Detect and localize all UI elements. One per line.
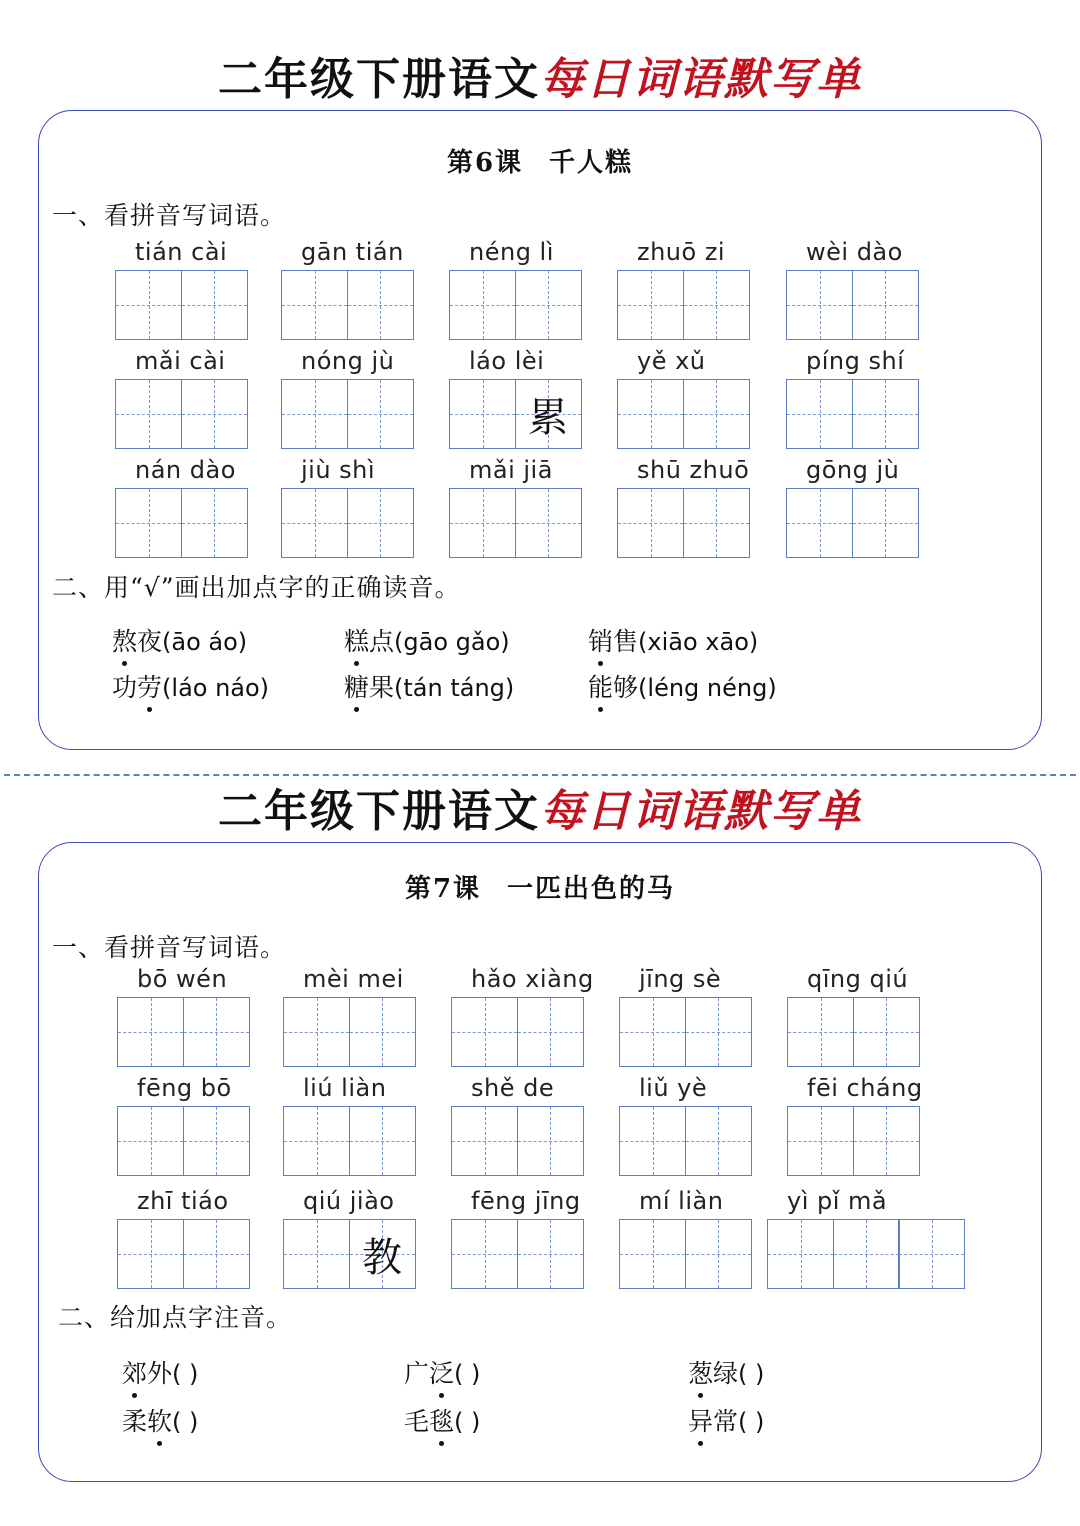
writing-grid [617,488,750,558]
tianzige-cell[interactable] [515,270,582,340]
cell-hint-char [450,489,515,557]
pinyin-label: nán dào [135,456,236,484]
title-black-text: 二年级下册语文 [218,54,540,105]
pinyin-label: fēng jīng [471,1187,581,1215]
writing-grid [617,379,750,449]
question-char: 糖 [344,668,369,704]
cell-hint-char [518,1107,583,1175]
pinyin-label: wèi dào [806,238,903,266]
tianzige-cell[interactable] [451,1106,518,1176]
lesson-number: 第6课 [446,148,524,178]
pinyin-label: bō wén [137,965,228,993]
writing-grid [619,1219,752,1289]
tianzige-cell[interactable] [347,270,414,340]
page-divider [4,774,1076,776]
question-char: 广 [404,1359,430,1388]
cell-hint-char [348,489,413,557]
writing-grid [451,997,584,1067]
tianzige-cell[interactable] [181,379,248,449]
question-char: 毛 [404,1407,430,1436]
cell-hint-char [452,998,517,1066]
title-black-text: 二年级下册语文 [218,786,540,837]
reading-options[interactable]: (láo náo) [162,674,270,702]
pinyin-label: liú liàn [303,1074,387,1102]
cell-hint-char [182,380,247,448]
tianzige-cell[interactable] [517,997,584,1067]
worksheet-title [0,54,1080,105]
cell-hint-char [620,1220,685,1288]
writing-grid [617,270,750,340]
reading-options[interactable]: ( ) [738,1360,765,1388]
tianzige-cell[interactable] [683,379,750,449]
tianzige-cell[interactable] [683,488,750,558]
tianzige-cell[interactable] [683,270,750,340]
tianzige-cell[interactable] [117,1106,184,1176]
cell-hint-char [618,489,683,557]
cell-hint-char [116,380,181,448]
cell-hint-char [284,998,349,1066]
cell-hint-char [282,489,347,557]
writing-grid [451,1219,584,1289]
question-char: 够 [613,673,639,702]
tianzige-cell[interactable] [451,1219,518,1289]
cell-hint-char [184,1220,249,1288]
title-red-text: 每日词语默写单 [540,786,862,837]
cell-hint-char [282,380,347,448]
writing-grid [117,1106,250,1176]
tianzige-cell[interactable] [283,1106,350,1176]
pinyin-label: shě de [471,1074,555,1102]
lesson-name: 一匹出色的马 [507,874,676,904]
pinyin-label: mí liàn [639,1187,724,1215]
cell-hint-char [516,489,581,557]
tianzige-cell[interactable] [115,270,182,340]
cell-hint-char [518,998,583,1066]
cell-hint-char [618,380,683,448]
tianzige-cell[interactable] [767,1219,834,1289]
cell-hint-char [788,998,853,1066]
reading-question[interactable] [404,1354,480,1390]
tianzige-cell[interactable] [515,488,582,558]
tianzige-cell[interactable] [619,1106,686,1176]
pinyin-label: píng shí [806,347,905,375]
tianzige-cell[interactable] [281,379,348,449]
cell-hint-char [684,271,749,339]
cell-hint-char [899,1220,964,1288]
pinyin-label: jīng sè [639,965,722,993]
tianzige-cell[interactable] [517,1106,584,1176]
cell-hint-char [834,1220,899,1288]
tianzige-cell[interactable] [685,997,752,1067]
question-char: 软 [147,1402,172,1438]
section-write-words: 一、看拼音写词语。 [52,201,287,230]
pinyin-label: hǎo xiàng [471,965,594,993]
cell-hint-char [684,380,749,448]
tianzige-cell[interactable] [786,379,853,449]
lesson-heading [0,142,1080,179]
tianzige-cell[interactable] [853,1106,920,1176]
cell-hint-char [350,1107,415,1175]
writing-grid [283,1219,416,1289]
reading-options[interactable]: (xiāo xāo) [638,628,759,656]
cell-hint-char: 教 [362,1234,402,1281]
tianzige-cell[interactable] [449,379,516,449]
tianzige-cell[interactable] [898,1219,965,1289]
pinyin-label: yì pǐ mǎ [787,1187,888,1215]
question-char: 劳 [137,668,162,704]
cell-hint-char [182,271,247,339]
tianzige-cell[interactable] [786,270,853,340]
writing-grid [619,1106,752,1176]
question-char: 毯 [429,1402,454,1438]
pinyin-label: néng lì [469,238,554,266]
cell-hint-char [450,271,515,339]
question-char: 常 [713,1407,739,1436]
question-char: 功 [112,673,138,702]
cell-hint-char [853,380,918,448]
tianzige-cell[interactable] [619,997,686,1067]
reading-question[interactable] [688,1354,764,1390]
cell-hint-char [853,489,918,557]
tianzige-cell[interactable] [117,997,184,1067]
question-char: 售 [613,627,639,656]
writing-grid [115,270,248,340]
pinyin-label: gōng jù [806,456,900,484]
reading-options[interactable]: (āo áo) [162,628,248,656]
lesson-number: 第7课 [404,874,482,904]
pinyin-label: mǎi cài [135,347,226,375]
tianzige-cell[interactable] [619,1219,686,1289]
cell-hint-char [787,489,852,557]
writing-grid [786,379,919,449]
reading-question[interactable] [688,1402,764,1438]
tianzige-cell[interactable] [281,270,348,340]
writing-grid [115,379,248,449]
tianzige-cell[interactable] [852,379,919,449]
writing-grid [787,1106,920,1176]
writing-grid [281,488,414,558]
cell-hint-char [116,271,181,339]
writing-grid [117,997,250,1067]
cell-hint-char [350,998,415,1066]
writing-grid [449,379,582,449]
reading-options[interactable]: ( ) [738,1408,765,1436]
tianzige-cell[interactable] [115,488,182,558]
tianzige-cell[interactable] [183,1106,250,1176]
question-char: 郊 [122,1354,147,1390]
question-char: 销 [588,622,613,658]
tianzige-cell[interactable] [347,488,414,558]
title-red-text: 每日词语默写单 [540,54,862,105]
section-choose-reading: 二、用“√”画出加点字的正确读音。 [52,573,461,602]
tianzige-cell[interactable] [617,270,684,340]
cell-hint-char [620,998,685,1066]
cell-hint-char [284,1107,349,1175]
tianzige-cell[interactable] [349,997,416,1067]
pinyin-label: mǎi jiā [469,456,553,484]
tianzige-cell[interactable] [283,1219,350,1289]
tianzige-cell[interactable] [685,1106,752,1176]
tianzige-cell[interactable] [349,1106,416,1176]
worksheet-title [0,786,1080,837]
cell-hint-char [787,271,852,339]
writing-grid [449,488,582,558]
question-char: 点 [369,627,395,656]
cell-hint-char [518,1220,583,1288]
cell-hint-char [516,271,581,339]
question-char: 柔 [122,1407,148,1436]
pinyin-label: yě xǔ [637,347,706,375]
writing-grid [786,270,919,340]
tianzige-cell[interactable] [283,997,350,1067]
question-char: 能 [588,668,613,704]
tianzige-cell[interactable] [449,270,516,340]
tianzige-cell[interactable] [787,997,854,1067]
reading-options[interactable]: ( ) [172,1408,199,1436]
reading-options[interactable]: (gāo gǎo) [394,628,510,656]
tianzige-cell[interactable] [117,1219,184,1289]
cell-hint-char [118,1107,183,1175]
reading-question[interactable] [344,622,510,658]
writing-grid [786,488,919,558]
cell-hint-char: 累 [528,394,568,441]
tianzige-cell[interactable] [517,1219,584,1289]
reading-question[interactable] [122,1402,198,1438]
cell-hint-char [768,1220,833,1288]
pinyin-label: gān tián [301,238,404,266]
tianzige-cell[interactable] [685,1219,752,1289]
writing-grid [115,488,248,558]
reading-question[interactable] [112,668,269,704]
tianzige-cell[interactable] [786,488,853,558]
pinyin-label: fēi cháng [807,1074,923,1102]
question-char: 果 [369,673,395,702]
tianzige-cell[interactable] [349,1219,416,1289]
pinyin-label: shū zhuō [637,456,750,484]
writing-grid [619,997,752,1067]
tianzige-cell[interactable] [617,488,684,558]
reading-question[interactable] [112,622,247,658]
writing-grid [281,379,414,449]
tianzige-cell[interactable] [181,488,248,558]
writing-grid [767,1219,965,1289]
question-char: 绿 [713,1359,739,1388]
cell-hint-char [686,1107,751,1175]
cell-hint-char [184,998,249,1066]
lesson-heading [0,868,1080,905]
tianzige-cell[interactable] [115,379,182,449]
pinyin-label: jiù shì [301,456,376,484]
question-char: 泛 [429,1354,454,1390]
cell-hint-char [686,1220,751,1288]
pinyin-label: qiú jiào [303,1187,395,1215]
cell-hint-char [684,489,749,557]
writing-grid [283,997,416,1067]
cell-hint-char [116,489,181,557]
tianzige-cell[interactable] [515,379,582,449]
tianzige-cell[interactable] [787,1106,854,1176]
cell-hint-char [182,489,247,557]
reading-question[interactable] [588,622,758,658]
reading-question[interactable] [344,668,514,704]
cell-hint-char [854,1107,919,1175]
tianzige-cell[interactable] [281,488,348,558]
section-write-words: 一、看拼音写词语。 [52,933,287,962]
cell-hint-char [184,1107,249,1175]
tianzige-cell[interactable] [449,488,516,558]
reading-options[interactable]: ( ) [172,1360,199,1388]
cell-hint-char [787,380,852,448]
pinyin-label: nóng jù [301,347,395,375]
writing-grid [787,997,920,1067]
writing-grid [451,1106,584,1176]
tianzige-cell[interactable] [183,1219,250,1289]
reading-question[interactable] [588,668,777,704]
cell-hint-char [284,1220,349,1288]
pinyin-label: zhuō zi [637,238,726,266]
cell-hint-char [618,271,683,339]
cell-hint-char [854,998,919,1066]
reading-options[interactable]: ( ) [454,1360,481,1388]
tianzige-cell[interactable] [617,379,684,449]
writing-grid [117,1219,250,1289]
cell-hint-char [118,998,183,1066]
cell-hint-char [452,1107,517,1175]
writing-grid [281,270,414,340]
tianzige-cell[interactable] [852,270,919,340]
tianzige-cell[interactable] [347,379,414,449]
cell-hint-char [686,998,751,1066]
question-char: 熬 [112,622,137,658]
writing-grid [449,270,582,340]
cell-hint-char [853,271,918,339]
cell-hint-char [450,380,515,448]
pinyin-label: láo lèi [469,347,545,375]
pinyin-label: zhī tiáo [137,1187,229,1215]
reading-options[interactable]: ( ) [454,1408,481,1436]
reading-question[interactable] [404,1402,480,1438]
question-char: 异 [688,1402,713,1438]
section-add-pinyin: 二、给加点字注音。 [58,1303,293,1332]
cell-hint-char [282,271,347,339]
reading-question[interactable] [122,1354,198,1390]
pinyin-label: qīng qiú [807,965,909,993]
question-char: 外 [147,1359,173,1388]
cell-hint-char [620,1107,685,1175]
cell-hint-char [348,380,413,448]
pinyin-label: fēng bō [137,1074,232,1102]
cell-hint-char [118,1220,183,1288]
question-char: 夜 [137,627,163,656]
tianzige-cell[interactable] [451,997,518,1067]
writing-grid [283,1106,416,1176]
reading-options[interactable]: (tán táng) [394,674,515,702]
lesson-name: 千人糕 [549,148,634,178]
tianzige-cell[interactable] [833,1219,900,1289]
tianzige-cell[interactable] [853,997,920,1067]
tianzige-cell[interactable] [181,270,248,340]
question-char: 葱 [688,1354,713,1390]
reading-options[interactable]: (léng néng) [638,674,777,702]
cell-hint-char [788,1107,853,1175]
tianzige-cell[interactable] [852,488,919,558]
pinyin-label: tián cài [135,238,228,266]
pinyin-label: mèi mei [303,965,404,993]
cell-hint-char [348,271,413,339]
question-char: 糕 [344,622,369,658]
cell-hint-char [452,1220,517,1288]
tianzige-cell[interactable] [183,997,250,1067]
pinyin-label: liǔ yè [639,1074,708,1102]
